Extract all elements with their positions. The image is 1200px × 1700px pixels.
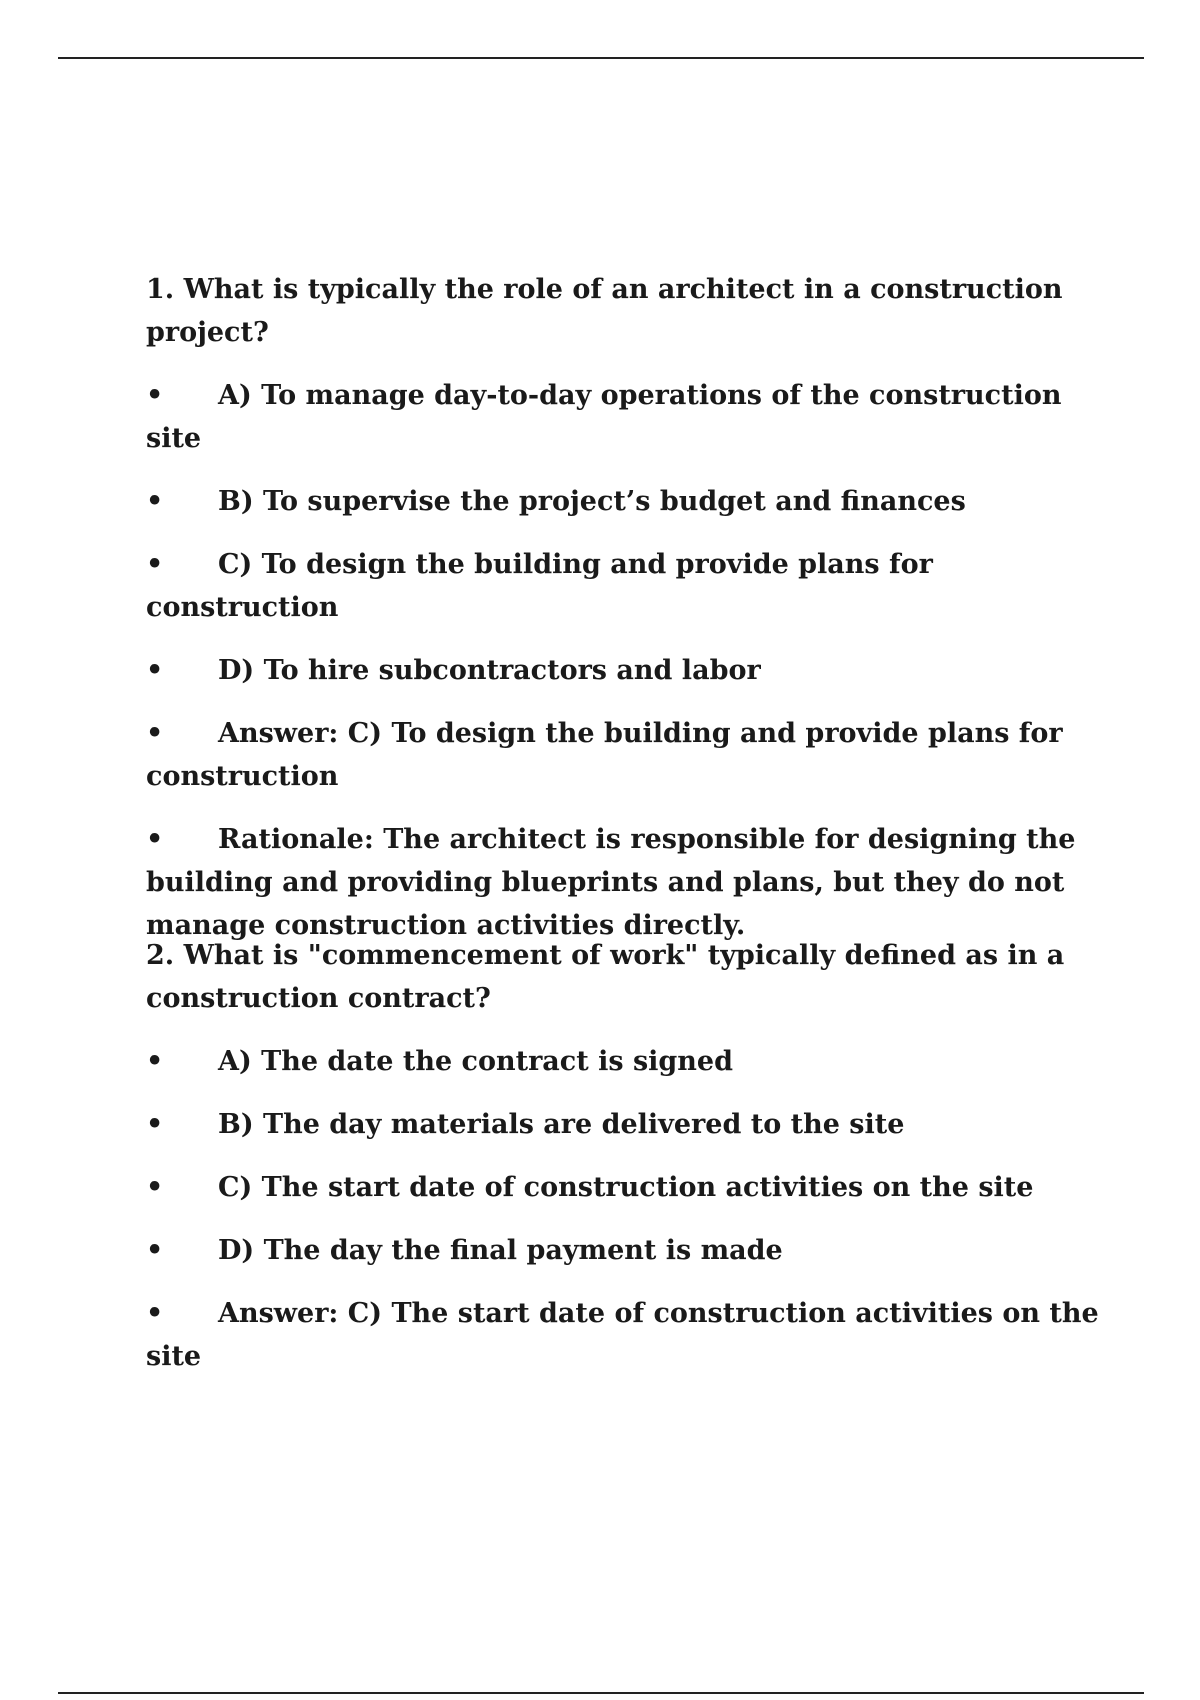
question-block-1 [146, 268, 1106, 947]
question-1-rationale: • Rationale: The architect is responsible for designing the building and providing blueprints and plans, but they do not manage construction activities directly. [146, 818, 1106, 947]
question-1-option-c: • C) To design the building and provide plans for construction [146, 543, 1106, 629]
bullet-icon: • [146, 655, 164, 686]
bullet-icon: • [146, 824, 164, 855]
question-2-option-d: • D) The day the final payment is made [146, 1229, 1106, 1272]
bullet-icon: • [146, 1298, 164, 1329]
question-1-text: 1. What is typically the role of an architect in a construction project? [146, 274, 1063, 348]
bullet-icon: • [146, 1046, 164, 1077]
bullet-icon: • [146, 1235, 164, 1266]
question-1-answer: • Answer: C) To design the building and provide plans for construction [146, 712, 1106, 798]
question-1-option-d: • D) To hire subcontractors and labor [146, 649, 1106, 692]
question-1-option-b: • B) To supervise the project’s budget and finances [146, 480, 1106, 523]
question-2-answer: • Answer: C) The start date of construction activities on the site [146, 1292, 1106, 1378]
question-2-option-c: • C) The start date of construction activities on the site [146, 1166, 1106, 1209]
bullet-icon: • [146, 718, 164, 749]
question-2-option-b: • B) The day materials are delivered to the site [146, 1103, 1106, 1146]
bullet-icon: • [146, 380, 164, 411]
question-block-2 [146, 934, 1106, 1378]
header-rule [58, 57, 1144, 59]
question-2-option-a: • A) The date the contract is signed [146, 1040, 1106, 1083]
footer-rule [58, 1692, 1144, 1694]
bullet-icon: • [146, 1109, 164, 1140]
bullet-icon: • [146, 1172, 164, 1203]
question-1-option-a: • A) To manage day-to-day operations of the construction site [146, 374, 1106, 460]
bullet-icon: • [146, 486, 164, 517]
bullet-icon: • [146, 549, 164, 580]
question-2-text: 2. What is "commencement of work" typically defined as in a construction contract? [146, 940, 1065, 1014]
